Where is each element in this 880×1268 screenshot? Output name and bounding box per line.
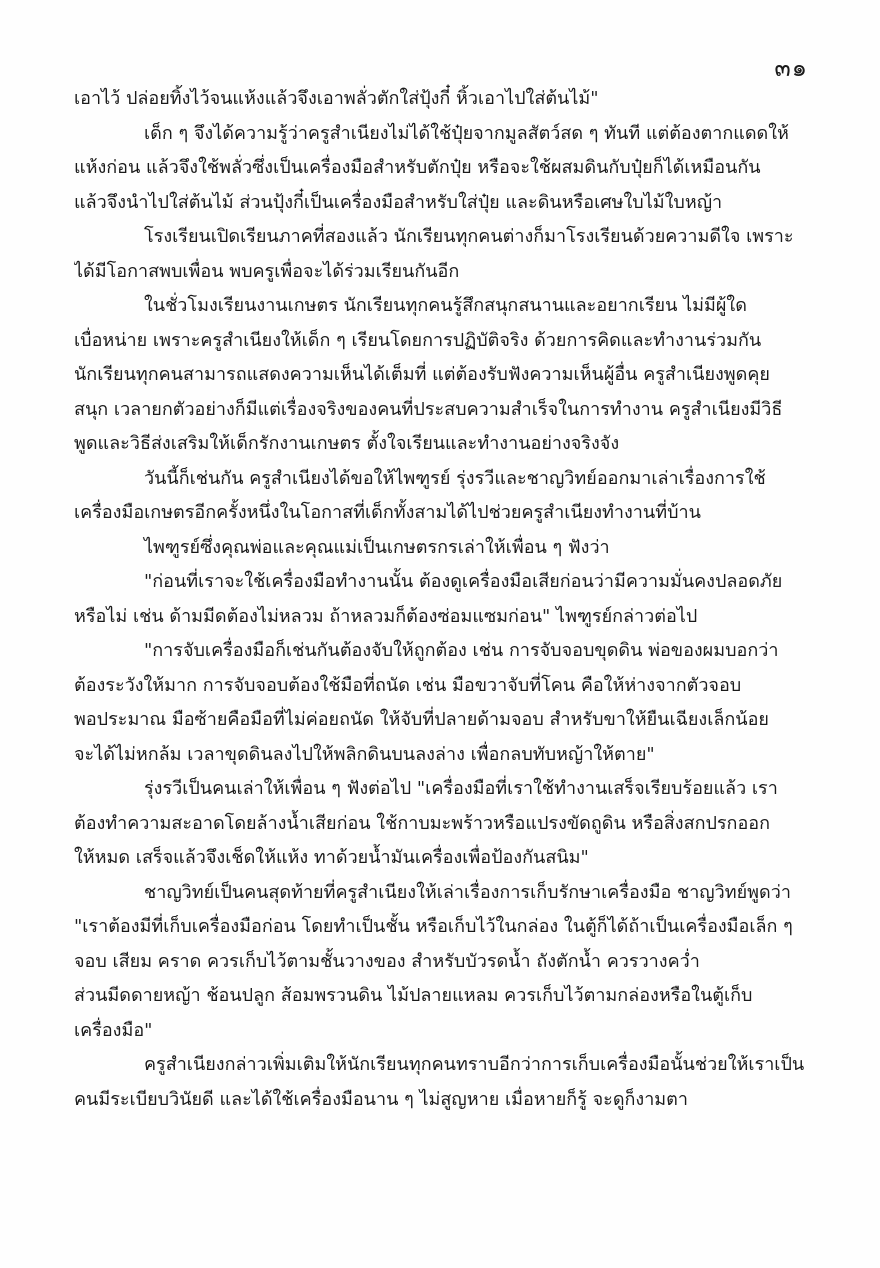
- text-line: โรงเรียนเปิดเรียนภาคที่สองแล้ว นักเรียนทุกคนต่างก็มาโรงเรียนด้วยความดีใจ เพราะ: [144, 226, 794, 247]
- text-line: ต้องระวังให้มาก การจับจอบต้องใช้มือที่ถนัด เช่น มือขวาจับที่โคน คือให้ห่างจากตัวจอบ: [74, 674, 742, 696]
- text-line: "การจับเครื่องมือก็เช่นกันต้องจับให้ถูกต้อง เช่น การจับจอบขุดดิน พ่อของผมบอกว่า: [144, 640, 779, 661]
- page-number: ๓๑: [774, 54, 808, 82]
- text-line: ต้องทำความสะอาดโดยล้างน้ำเสียก่อน ใช้กาบมะพร้าวหรือแปรงขัดถูดิน หรือสิ่งสกปรกออก: [74, 812, 770, 834]
- body-text: [74, 82, 808, 1117]
- text-line: เครื่องมือ": [74, 1019, 153, 1041]
- text-line: สนุก เวลายกตัวอย่างก็มีแต่เรื่องจริงของคนที่ประสบความสำเร็จในการทำงาน ครูสำเนียงมีวิธี: [74, 398, 783, 420]
- text-line: ในชั่วโมงเรียนงานเกษตร นักเรียนทุกคนรู้สึกสนุกสนานและอยากเรียน ไม่มีผู้ใด: [144, 295, 747, 316]
- text-line: รุ่งรวีเป็นคนเล่าให้เพื่อน ๆ ฟังต่อไป "เครื่องมือที่เราใช้ทำงานเสร็จเรียบร้อยแล้ว เรา: [144, 778, 778, 799]
- text-line: ครูสำเนียงกล่าวเพิ่มเติมให้นักเรียนทุกคนทราบอีกว่าการเก็บเครื่องมือนั้นช่วยให้เราเป็น: [144, 1054, 805, 1075]
- text-line: นักเรียนทุกคนสามารถแสดงความเห็นได้เต็มที่ แต่ต้องรับฟังความเห็นผู้อื่น ครูสำเนียงพูดคุย: [74, 364, 770, 385]
- text-line: เด็ก ๆ จึงได้ความรู้ว่าครูสำเนียงไม่ได้ใช้ปุ๋ยจากมูลสัตว์สด ๆ ทันที แต่ต้องตากแดดให้: [144, 122, 789, 144]
- text-line: วันนี้ก็เช่นกัน ครูสำเนียงได้ขอให้ไพฑูรย์ รุ่งรวีและชาญวิทย์ออกมาเล่าเรื่องการใช้: [144, 467, 766, 489]
- text-line: เอาไว้ ปล่อยทิ้งไว้จนแห้งแล้วจึงเอาพลั่วตักใส่ปุ้งกี๋ หิ้วเอาไปใส่ต้นไม้": [74, 88, 599, 109]
- text-line: เครื่องมือเกษตรอีกครั้งหนึ่งในโอกาสที่เด็กทั้งสามได้ไปช่วยครูสำเนียงทำงานที่บ้าน: [74, 502, 701, 523]
- text-line: ไพฑูรย์ซึ่งคุณพ่อและคุณแม่เป็นเกษตรกรเล่าให้เพื่อน ๆ ฟังว่า: [144, 536, 610, 558]
- text-line: เบื่อหน่าย เพราะครูสำเนียงให้เด็ก ๆ เรียนโดยการปฏิบัติจริง ด้วยการคิดและทำงานร่วมกัน: [74, 329, 762, 351]
- text-line: คนมีระเบียบวินัยดี และได้ใช้เครื่องมือนาน ๆ ไม่สูญหาย เมื่อหายก็รู้ จะดูก็งามตา: [74, 1088, 688, 1110]
- text-line: หรือไม่ เช่น ด้ามมีดต้องไม่หลวม ถ้าหลวมก็ต้องซ่อมแซมก่อน" ไพฑูรย์กล่าวต่อไป: [74, 605, 698, 627]
- text-line: พูดและวิธีส่งเสริมให้เด็กรักงานเกษตร ตั้งใจเรียนและทำงานอย่างจริงจัง: [74, 433, 620, 454]
- text-line: ให้หมด เสร็จแล้วจึงเช็ดให้แห้ง ทาด้วยน้ำมันเครื่องเพื่อป้องกันสนิม": [74, 847, 589, 868]
- text-line: แห้งก่อน แล้วจึงใช้พลั่วซึ่งเป็นเครื่องมือสำหรับตักปุ๋ย หรือจะใช้ผสมดินกับปุ๋ยก็ได้เหมือนกัน: [74, 157, 761, 178]
- text-line: "ก่อนที่เราจะใช้เครื่องมือทำงานนั้น ต้องดูเครื่องมือเสียก่อนว่ามีความมั่นคงปลอดภัย: [144, 571, 783, 592]
- text-line: พอประมาณ มือซ้ายคือมือที่ไม่ค่อยถนัด ให้จับที่ปลายด้ามจอบ สำหรับขาให้ยืนเฉียงเล็กน้อย: [74, 709, 769, 730]
- text-line: "เราต้องมีที่เก็บเครื่องมือก่อน โดยทำเป็นชั้น หรือเก็บไว้ในกล่อง ในตู้ก็ได้ถ้าเป็นเครื่องมือเล็ก ๆ: [74, 916, 793, 937]
- text-line: ชาญวิทย์เป็นคนสุดท้ายที่ครูสำเนียงให้เล่าเรื่องการเก็บรักษาเครื่องมือ ชาญวิทย์พูดว่า: [144, 881, 791, 903]
- text-line: แล้วจึงนำไปใส่ต้นไม้ ส่วนปุ้งกี๋เป็นเครื่องมือสำหรับใส่ปุ๋ย และดินหรือเศษใบไม้ใบหญ้า: [74, 191, 723, 213]
- text-line: ส่วนมีดดายหญ้า ช้อนปลูก ส้อมพรวนดิน ไม้ปลายแหลม ควรเก็บไว้ตามกล่องหรือในตู้เก็บ: [74, 985, 753, 1006]
- text-line: จอบ เสียม คราด ควรเก็บไว้ตามชั้นวางของ สำหรับบัวรดน้ำ ถังตักน้ำ ควรวางคว่ำ: [74, 950, 700, 972]
- text-line: จะได้ไม่หกล้ม เวลาขุดดินลงไปให้พลิกดินบนลงล่าง เพื่อกลบทับหญ้าให้ตาย": [74, 743, 655, 765]
- text-line: ได้มีโอกาสพบเพื่อน พบครูเพื่อจะได้ร่วมเรียนกันอีก: [74, 260, 460, 282]
